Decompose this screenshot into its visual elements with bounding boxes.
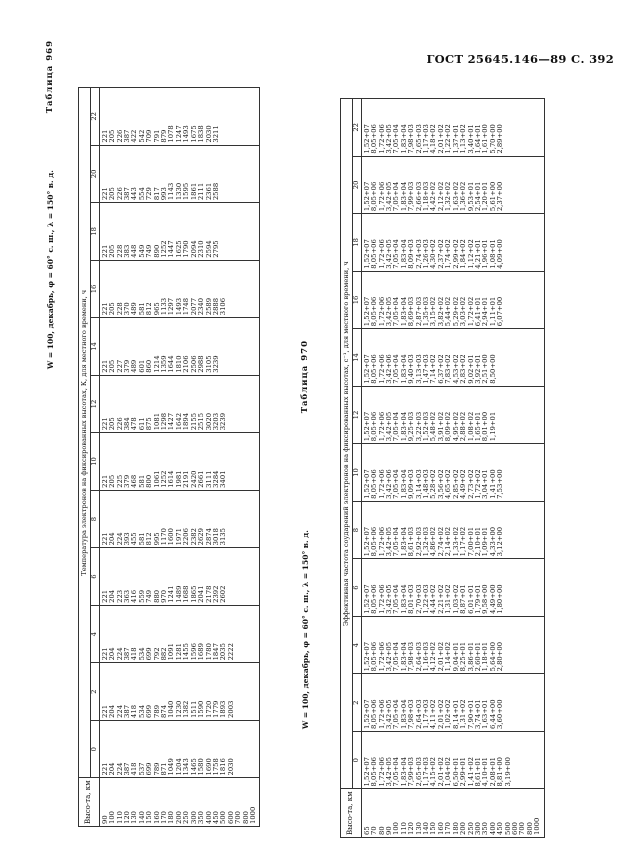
table1-heights-cell: 90 100 110 120 130 140 150 160 170 180 200 250 300 350 400 450 500 600 700 800 1000 (99, 778, 260, 827)
table-970-hour: 16 (353, 271, 361, 329)
table-969-hour: 12 (91, 375, 99, 433)
table2-value-column: 1,52+07 8,05+06 1,72+06 3,42+05 7,05+04 1,83+04 8,09+03 2,74+03 1,26+03 4,30+02 2,37+02 1,74+02 2,99+02 1,84+02 1,12+02 4,21+01 1,96+01 1,08+01 4,09+00 (361, 214, 544, 272)
table-970-hour: 6 (353, 559, 361, 617)
table-970-name: Таблица 970 (300, 340, 310, 414)
table-970-hour: 8 (353, 501, 361, 559)
table-969-hour: 22 (91, 88, 99, 146)
table-969-hour: 2 (91, 663, 99, 721)
table-970-hour: 0 (353, 731, 361, 789)
table-970-hour: 14 (353, 329, 361, 387)
table2-heights-cell: 65 70 80 90 100 110 120 130 140 150 160 170 180 200 250 300 350 400 450 500 600 700 800 1000 (361, 789, 544, 838)
table-969-hour: 6 (91, 548, 99, 606)
table-969-name: Таблица 969 (45, 40, 55, 114)
table-969-hour: 14 (91, 318, 99, 376)
table-970-hour: 22 (353, 99, 361, 157)
table1-value-column: 221 205 227 379 489 601 860 1214 1359 1644 1810 2106 2506 2988 3105 3239 (99, 318, 260, 376)
table2-value-column: 1,52+07 8,05+06 1,72+06 3,42+05 7,05+04 1,83+04 7,99+03 2,66+03 1,18+03 4,42+02 2,12+02 1,32+02 1,63+02 1,36+02 9,53+01 2,54+01 1,20+01 5,61+00 2,37+00 (361, 156, 544, 214)
table1-value-column: 221 204 224 387 418 534 699 789 874 1040 1230 1382 1511 1590 1720 1779 1893 2003 (99, 663, 260, 721)
page-header: ГОСТ 25645.146—89 С. 392 (426, 52, 614, 66)
table1-value-column: 221 205 228 370 489 581 812 965 1133 1297 1493 1748 2077 2340 2589 2888 3106 (99, 260, 260, 318)
table2-value-column: 1,52+07 8,05+06 1,72+06 3,42+05 7,05+04 1,83+04 8,69+03 2,87+03 1,35+03 3,15+02 3,82+02 5,44+02 5,29+02 3,03+02 1,72+02 6,41+01 2,94+01 1,11+01 6,07+00 (361, 271, 544, 329)
table-969-hour: 4 (91, 605, 99, 663)
table-970-subtitle: Эффективная частота соударений электронов на фиксированных высотах, с⁻¹, для местного времени, ч (341, 99, 353, 789)
table1-value-column: 221 204 223 363 416 559 749 880 970 1241 1489 1688 1865 2041 2178 2392 2602 (99, 548, 260, 606)
table-970-hour: 2 (353, 674, 361, 732)
table-969 (78, 87, 260, 827)
table-970-hour: 4 (353, 616, 361, 674)
table-969-hour: 20 (91, 145, 99, 203)
table-969-hour: 0 (91, 720, 99, 778)
table-969-hour: 18 (91, 203, 99, 261)
table2-value-column: 1,52+07 8,05+06 1,72+06 3,42+05 7,05+04 1,83+04 8,61+03 2,92+03 1,32+03 4,86+02 2,74+02 2,14+02 1,33+02 1,17+02 7,00+01 2,10+01 1,09+01 4,33+00 3,12+00 (361, 501, 544, 559)
table2-value-column: 1,52+07 8,05+06 1,72+06 3,42+05 7,05+04 1,83+04 8,01+03 2,70+03 1,22+03 4,44+02 2,21+02 1,31+02 1,03+02 8,87+01 6,01+01 1,79+01 9,58+00 4,49+00 1,80+00 (361, 559, 544, 617)
table-970-block (300, 280, 310, 840)
table1-value-column: 221 205 226 384 478 611 875 1081 1298 1427 1642 1894 2155 2515 3020 3203 3239 (99, 375, 260, 433)
table2-value-column: 1,52+07 8,05+06 1,72+06 3,42+05 7,05+04 1,83+04 7,99+03 2,65+03 1,17+03 4,15+02 2,01+02 1,04+02 6,50+01 2,99+01 1,41+02 8,61+01 4,10+01 2,08+01 8,81+00 3,19+00 (361, 731, 544, 789)
table2-value-column: 1,52+07 8,05+06 1,72+06 3,42+05 7,05+04 1,83+04 9,25+03 3,22+03 1,52+03 5,48+02 3,91+02 8,09+02 4,95+02 2,88+02 1,08+02 1,65+01 8,01+00 1,19+01 (361, 386, 544, 444)
table1-value-column: 221 204 224 387 418 534 699 792 882 1091 1281 1455 1596 1689 1780 1847 2035 2222 (99, 605, 260, 663)
table-970-hour: 12 (353, 386, 361, 444)
table1-value-column: 221 205 226 387 443 554 729 817 993 1143 1330 1595 1861 2111 2361 2588 (99, 145, 260, 203)
table-970-hour: 20 (353, 156, 361, 214)
table2-value-column: 1,52+07 8,05+06 1,72+06 3,42+05 7,05+04 1,83+04 7,98+03 2,65+03 1,17+03 4,18+02 2,01+02 1,22+02 1,37+01 1,13+02 3,40+01 1,64+01 1,61+00 5,70+00 2,89+00 (361, 99, 544, 157)
table2-value-column: 1,52+07 8,05+06 1,72+06 3,42+06 7,05+04 1,83+04 9,09+03 3,14+03 1,48+03 5,28+02 3,56+02 4,65+02 2,85+02 4,49+02 2,73+02 1,72+02 3,04+01 1,41+00 7,53+00 (361, 444, 544, 502)
table-969-title: W = 100, декабрь, φ = 60° с. ш., λ = 150° в. д. (46, 170, 55, 370)
table-969-hour: 8 (91, 490, 99, 548)
table1-value-column: 221 205 228 383 448 549 749 890 1252 1447 1625 1790 2094 2310 2594 2795 (99, 203, 260, 261)
table1-value-column: 221 205 226 387 422 542 709 791 879 1078 1247 1493 1675 1838 2030 3211 (99, 88, 260, 146)
table-970-title: W = 100, декабрь, φ = 60° с. ш., λ = 150° в. д. (301, 530, 310, 730)
table-970-hour: 18 (353, 214, 361, 272)
table1-value-column: 221 204 224 393 455 581 812 995 1170 1600 1971 2206 2382 2629 2874 3018 3135 (99, 490, 260, 548)
table2-value-column: 1,52+07 8,05+06 1,72+06 3,42+05 7,05+04 1,83+04 7,98+03 2,64+03 1,16+03 4,12+02 2,01+02 1,14+02 9,04+01 8,25+01 3,86+01 2,60+01 1,18+01 5,64+00 2,80+00 (361, 616, 544, 674)
table1-value-column: 221 204 224 387 418 537 699 789 871 1049 1204 1343 1465 1580 1690 1758 1816 2030 (99, 720, 260, 778)
table-970 (340, 98, 545, 838)
table-969-subtitle: Температура электронов на фиксированных высотах, К, для местного времени, ч (79, 88, 91, 778)
table2-value-column: 1,52+07 8,05+06 1,72+06 3,42+06 7,05+04 1,83+04 9,40+03 3,13+03 1,47+03 7,14+02 6,37+02 7,83+02 4,53+02 2,83+02 9,02+01 3,92+01 2,51+00 8,50+00 (361, 329, 544, 387)
table-970-height-header: Высо-та, км (341, 789, 362, 838)
table2-value-column: 1,52+07 8,05+06 1,72+06 3,42+05 7,05+04 1,83+04 7,98+03 2,64+03 1,17+03 4,11+02 2,01+02 1,02+02 8,14+01 1,31+02 7,90+01 3,74+01 1,63+01 6,44+00 3,60+00 (361, 674, 544, 732)
table1-value-column: 221 205 225 379 468 581 800 1061 1252 1614 1981 2191 2420 2661 3111 3284 3401 (99, 433, 260, 491)
table-969-hour: 16 (91, 260, 99, 318)
table-970-hour: 10 (353, 444, 361, 502)
table-969-block (45, 40, 55, 420)
table-969-hour: 10 (91, 433, 99, 491)
table-969-height-header: Высо-та, км (79, 778, 100, 827)
